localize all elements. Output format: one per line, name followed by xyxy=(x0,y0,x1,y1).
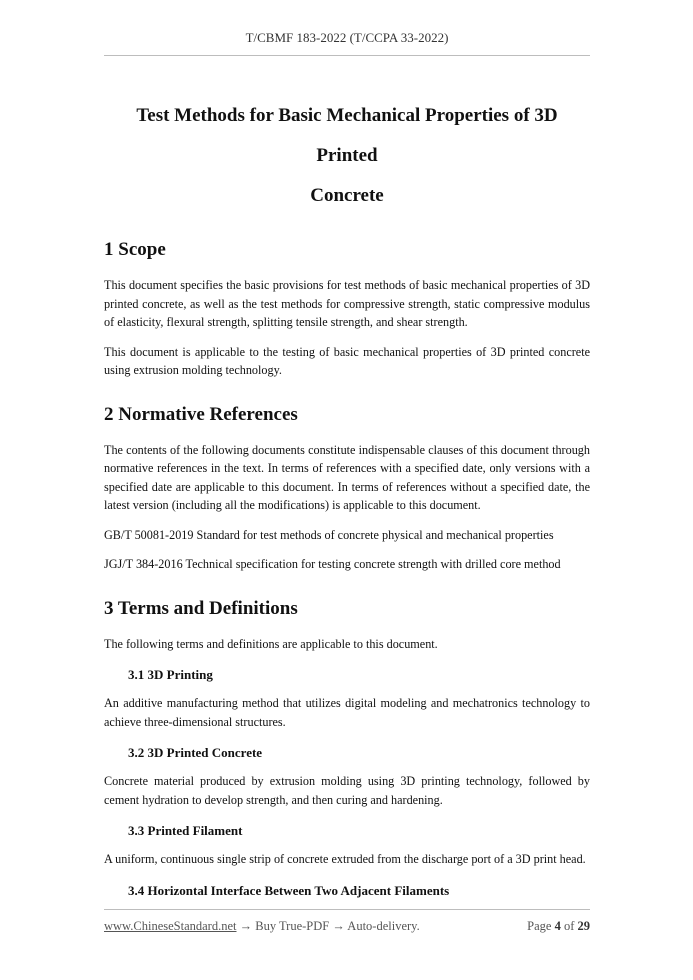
page-of: of xyxy=(560,919,578,933)
title-line-1: Test Methods for Basic Mechanical Properties of 3D Printed xyxy=(136,105,558,166)
section-heading-scope: 1 Scope xyxy=(104,239,166,260)
section-heading-terms: 3 Terms and Definitions xyxy=(104,597,298,619)
page-number: 4 xyxy=(554,919,561,933)
term-heading-3-1: 3.1 3D Printing xyxy=(128,667,213,682)
page-prefix: Page xyxy=(527,919,555,933)
reference-item-1: GB/T 50081-2019 Standard for test methods of concrete physical and mechanical properties xyxy=(104,527,554,542)
footer-promo xyxy=(104,919,420,934)
term-text-3-1: An additive manufacturing method that utilizes digital modeling and mechatronics technology to achieve three-dimensional structures. xyxy=(104,696,590,729)
term-text-3-3: A uniform, continuous single strip of concrete extruded from the discharge port of a 3D print head. xyxy=(104,852,586,866)
references-paragraph: The contents of the following documents constitute indispensable clauses of this document through normative references in the text. In terms of references with a specified date, only versions with a specified date are applicable to this document. In terms of references without a specified date, the latest version (including all the modifications) is applicable to this document. xyxy=(104,442,590,512)
page-indicator xyxy=(527,919,590,934)
term-heading-3-4: 3.4 Horizontal Interface Between Two Adjacent Filaments xyxy=(128,882,450,898)
term-heading-3-3: 3.3 Printed Filament xyxy=(128,823,243,838)
page-body xyxy=(104,96,590,900)
page-total: 29 xyxy=(577,919,590,933)
reference-item-2: JGJ/T 384-2016 Technical specification for testing concrete strength with drilled core method xyxy=(104,557,561,571)
term-text-3-2: Concrete material produced by extrusion molding using 3D printing technology, followed by cement hydration to develop strength, and then curing and hardening. xyxy=(104,774,590,807)
scope-paragraph-2: This document is applicable to the testing of basic mechanical properties of 3D printed concrete using extrusion molding technology. xyxy=(104,344,590,377)
terms-intro: The following terms and definitions are applicable to this document. xyxy=(104,636,438,651)
footer-divider xyxy=(104,909,590,910)
page-footer xyxy=(104,919,590,934)
section-heading-references: 2 Normative References xyxy=(104,403,298,425)
title-line-2: Concrete xyxy=(310,185,384,206)
term-heading-3-2: 3.2 3D Printed Concrete xyxy=(128,745,263,760)
scope-paragraph-1: This document specifies the basic provisions for test methods of basic mechanical properties of 3D printed concrete, as well as the test methods for compressive strength, static compressive modulus of elasticity, flexural strength, splitting tensile strength, and shear strength. xyxy=(104,278,590,329)
running-header: T/CBMF 183-2022 (T/CCPA 33-2022) xyxy=(245,30,449,45)
document-title xyxy=(104,96,590,216)
chinesestandard-link[interactable]: www.ChineseStandard.net xyxy=(104,919,237,933)
footer-promo-text: → Buy True-PDF → Auto-delivery. xyxy=(236,919,420,933)
header-divider xyxy=(104,55,590,56)
